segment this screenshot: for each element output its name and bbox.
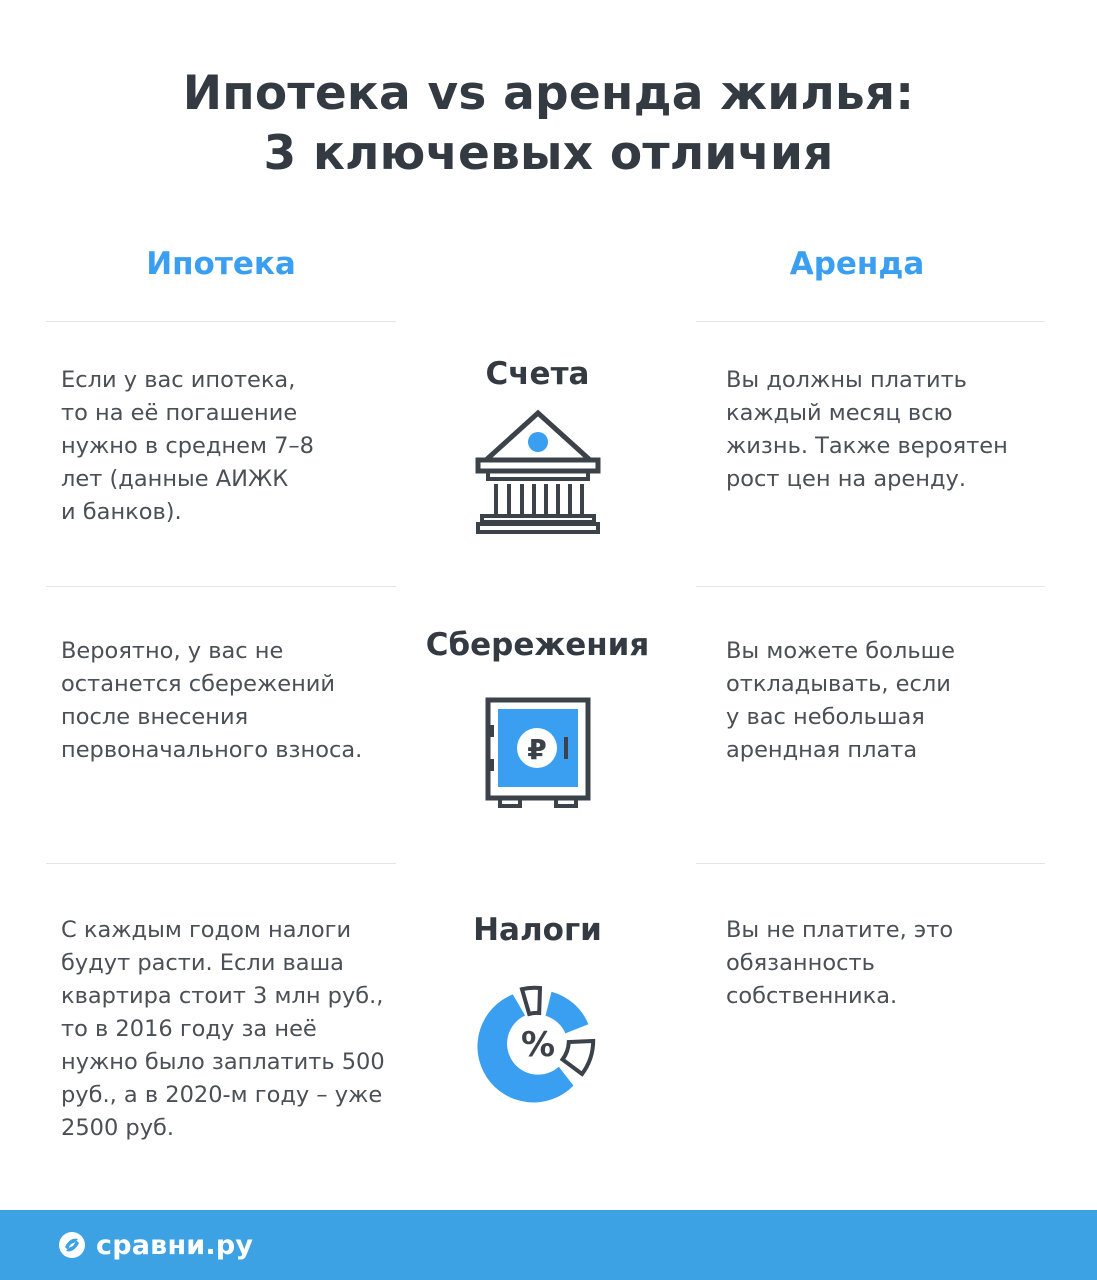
divider — [46, 863, 396, 864]
mortgage-savings-text: Вероятно, у вас не останется сбережений после внесения первоначального взноса. — [61, 638, 363, 763]
divider — [46, 321, 396, 322]
svg-text:%: % — [520, 1025, 556, 1065]
rent-savings-text: Вы можете больше откладывать, если у вас небольшая арендная плата — [726, 638, 956, 763]
rent-taxes-text: Вы не платите, это обязанность собственника. — [726, 917, 954, 1009]
bank-icon — [474, 408, 602, 536]
title-line-2: 3 ключевых отличия — [263, 126, 834, 181]
category-bills: Счета — [485, 356, 590, 392]
mortgage-taxes-text: С каждым годом налоги будут расти. Если ваша квартира стоит 3 млн руб., то в 2016 году за неё нужно было заплатить 500 руб., а в 2020-м году – уже 2500 руб. — [61, 917, 385, 1141]
svg-text:₽: ₽ — [527, 733, 547, 766]
category-taxes: Налоги — [473, 912, 602, 948]
sravni-logo-icon — [58, 1231, 86, 1259]
divider — [696, 863, 1045, 864]
column-header-mortgage: Ипотека — [146, 246, 296, 282]
divider — [696, 586, 1045, 587]
divider — [696, 321, 1045, 322]
column-header-rent: Аренда — [789, 246, 925, 282]
percent-pie-icon — [472, 978, 604, 1110]
brand-name: сравни.ру — [96, 1229, 254, 1261]
footer-bar — [0, 1210, 1097, 1280]
brand-logo[interactable] — [58, 1226, 253, 1264]
title-line-1: Ипотека vs аренда жилья: — [182, 66, 915, 121]
divider — [46, 586, 396, 587]
category-savings: Сбережения — [425, 627, 650, 663]
page-title — [0, 64, 1097, 184]
rent-bills-text: Вы должны платить каждый месяц всю жизнь. Также вероятен рост цен на аренду. — [726, 367, 1008, 492]
safe-ruble-icon — [484, 697, 592, 809]
mortgage-bills-text: Если у вас ипотека, то на её погашение нужно в среднем 7–8 лет (данные АИЖК и банков). — [61, 367, 314, 525]
